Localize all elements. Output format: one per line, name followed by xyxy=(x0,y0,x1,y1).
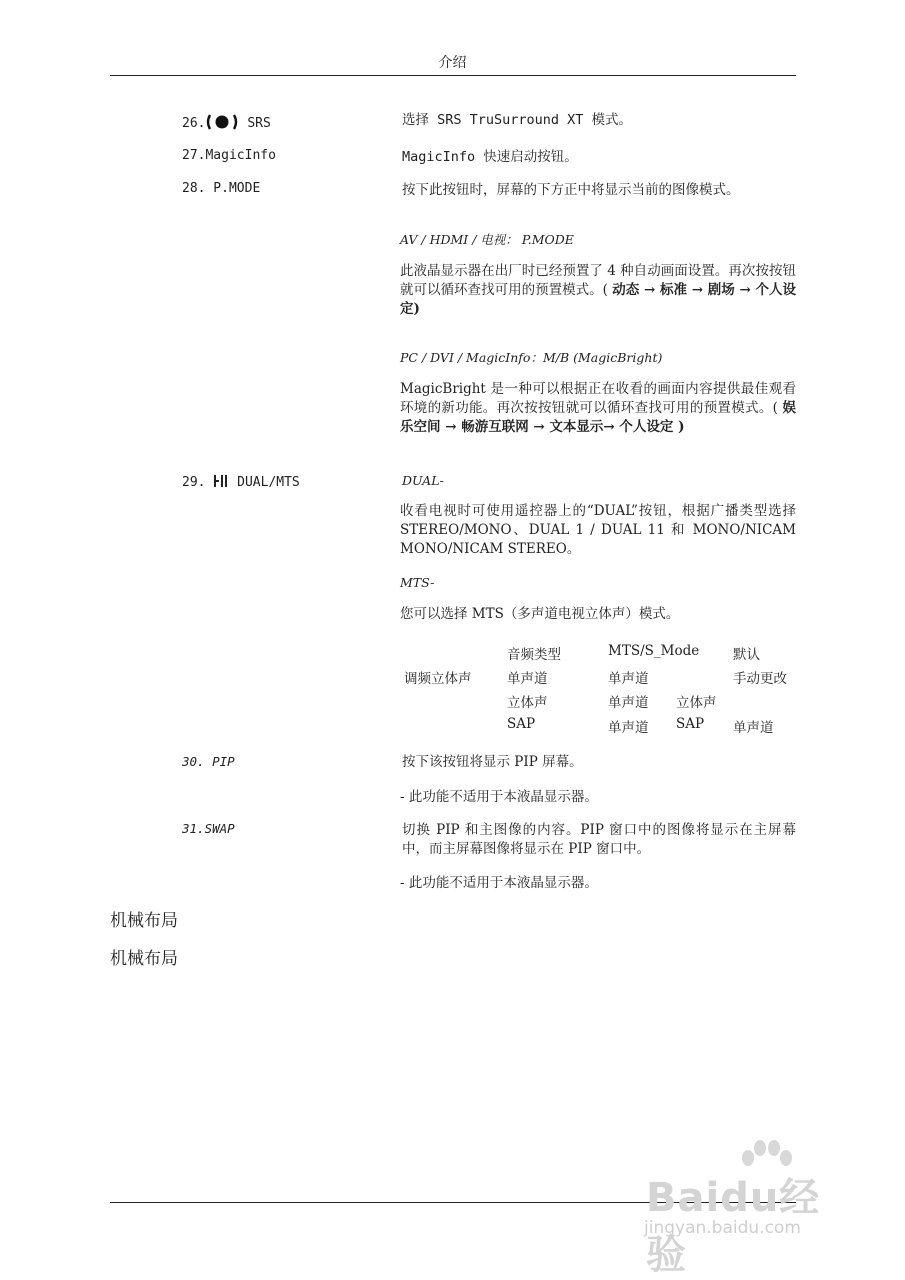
table-header-default: 默认 xyxy=(733,647,760,663)
item-number: 26. xyxy=(182,116,206,131)
page-header-title: 介绍 xyxy=(438,55,467,71)
table-cell: SAP xyxy=(507,716,536,732)
pmode-pc-modes: 娱乐空间 → 畅游互联网 → 文本显示→ 个人设定 ) xyxy=(400,400,796,435)
item-desc: 切换 PIP 和主图像的内容。PIP 窗口中的图像将显示在主屏幕中，而主屏幕图像将显示在 PIP 窗口中。 xyxy=(402,822,796,857)
table-cell: 单声道 xyxy=(733,720,774,736)
pmode-av-title: AV / HDMI / 电视： P.MODE xyxy=(400,232,574,247)
item-label: SRS xyxy=(247,116,271,131)
item-label: 28. P.MODE xyxy=(182,181,261,196)
item-label: 30. PIP xyxy=(182,754,235,769)
pmode-av-modes: 动态 → 标准 → 剧场 → 个人设定) xyxy=(400,282,796,317)
swap-note: - 此功能不适用于本液晶显示器。 xyxy=(400,875,598,891)
table-cell: SAP xyxy=(676,716,705,732)
item-number: 29. xyxy=(182,475,206,490)
item-desc: 按下该按钮将显示 PIP 屏幕。 xyxy=(402,754,583,770)
table-header-audio: 音频类型 xyxy=(507,647,561,663)
item-desc: 按下此按钮时，屏幕的下方正中将显示当前的图像模式。 xyxy=(402,182,740,198)
mts-body: 您可以选择 MTS（多声道电视立体声）模式。 xyxy=(400,606,680,622)
table-row-label: 调频立体声 xyxy=(404,671,472,687)
item-desc: DUAL- xyxy=(402,473,444,488)
watermark-url: jingyan.baidu.com xyxy=(644,1218,801,1238)
pmode-av-body: 此液晶显示器在出厂时已经预置了 4 种自动画面设置。再次按按钮就可以循环查找可用的预置模式。( 动态 → 标准 → 剧场 → 个人设定) xyxy=(400,263,796,317)
pmode-pc-body: MagicBright 是一种可以根据正在收看的画面内容提供最佳观看环境的新功能。再次按按钮就可以循环查找可用的预置模式。( 娱乐空间 → 畅游互联网 → 文本显示→ 个人设定 ) xyxy=(400,381,796,435)
item-label: 31.SWAP xyxy=(182,821,235,836)
table-cell: 手动更改 xyxy=(733,671,787,687)
mts-title: MTS- xyxy=(400,575,435,590)
watermark-brand: Baidu经验 xyxy=(646,1175,821,1278)
item-label: 27.MagicInfo xyxy=(182,148,276,163)
dual-body: 收看电视时可使用遥控器上的“DUAL”按钮，根据广播类型选择 STEREO/MONO、DUAL 1 / DUAL 11 和 MONO/NICAM MONO/NICAM STEREO。 xyxy=(400,503,796,557)
section-heading: 机械布局 xyxy=(110,949,178,969)
baidu-watermark xyxy=(640,1140,860,1278)
section-heading: 机械布局 xyxy=(110,911,178,931)
item-label: DUAL/MTS xyxy=(237,475,300,490)
header-rule xyxy=(110,75,796,76)
pmode-pc-title: PC / DVI / MagicInfo：M/B (MagicBright) xyxy=(400,350,663,365)
table-header-mode: MTS/S_Mode xyxy=(608,643,700,659)
dual-mts-icon xyxy=(213,475,229,490)
item-desc: MagicInfo 快速启动按钮。 xyxy=(402,149,578,165)
table-cell: 单声道 xyxy=(608,695,649,711)
table-cell: 单声道 xyxy=(608,720,649,736)
table-cell: 立体声 xyxy=(507,695,548,711)
table-cell: 立体声 xyxy=(676,695,717,711)
table-cell: 单声道 xyxy=(608,671,649,687)
item-desc: 选择 SRS TruSurround XT 模式。 xyxy=(402,112,633,128)
srs-icon xyxy=(205,116,239,131)
table-cell: 单声道 xyxy=(507,671,548,687)
pip-note: - 此功能不适用于本液晶显示器。 xyxy=(400,789,598,805)
